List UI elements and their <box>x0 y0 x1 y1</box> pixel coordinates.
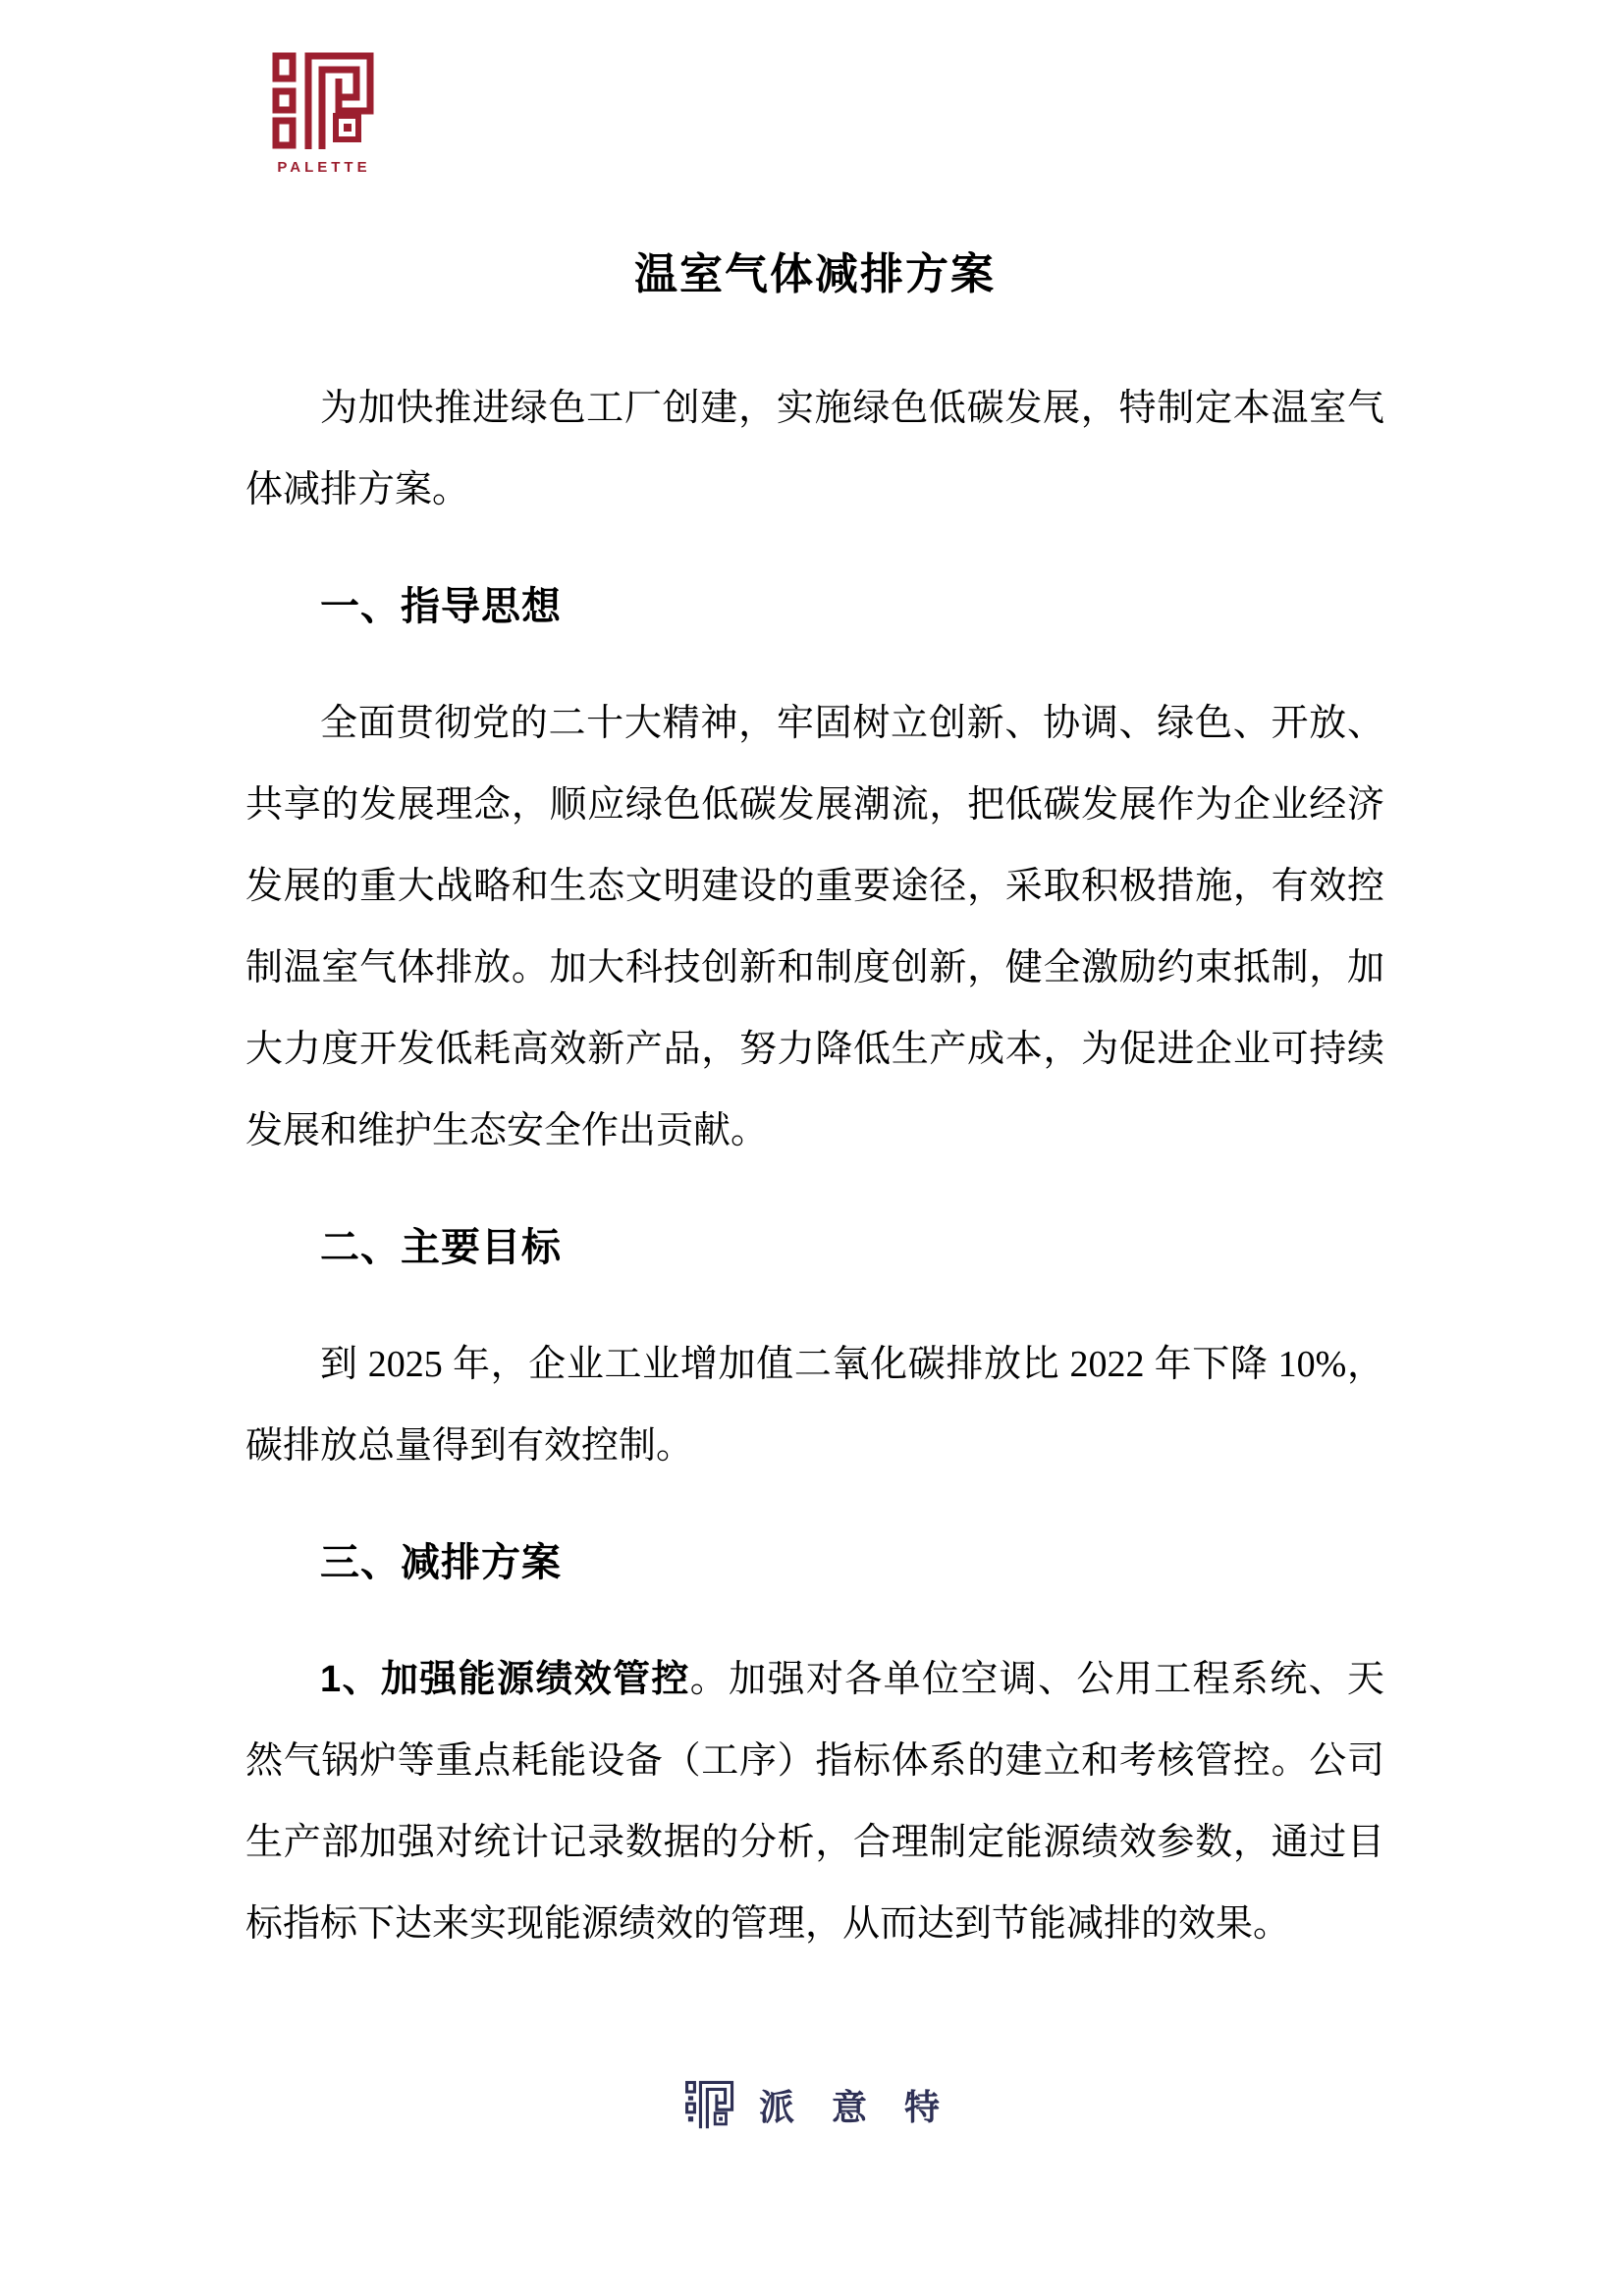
plan-item-1-body: 。加强对各单位空调、公用工程系统、天然气锅炉等重点耗能设备（工序）指标体系的建立和考核管控。公司生产部加强对统计记录数据的分析，合理制定能源绩效参数，通过目标指标下达来实现能源绩效的管理，从而达到节能减排的效果。 <box>245 1659 1384 1945</box>
header-brand-text: PALETTE <box>277 159 371 176</box>
section-heading-guiding-thought: 一、指导思想 <box>320 585 562 628</box>
plan-item-1 <box>245 1639 1384 1965</box>
footer-brand-text: 派意特 <box>758 2086 977 2127</box>
document-content <box>245 0 1384 1965</box>
plan-item-1-lead: 1、加强能源绩效管控 <box>320 1659 690 1700</box>
intro-paragraph: 为加快推进绿色工厂创建，实施绿色低碳发展，特制定本温室气体减排方案。 <box>245 388 1384 510</box>
section-body-main-goals: 到 2025 年，企业工业增加值二氧化碳排放比 2022 年下降 10%，碳排放总量得到有效控制。 <box>245 1344 1384 1467</box>
section-heading-reduction-plan: 三、减排方案 <box>320 1541 562 1584</box>
page-title: 温室气体减排方案 <box>634 250 996 298</box>
section-body-guiding-thought: 全面贯彻党的二十大精神，牢固树立创新、协调、绿色、开放、共享的发展理念，顺应绿色低碳发展潮流，把低碳发展作为企业经济发展的重大战略和生态文明建设的重要途径，采取积极措施，有效控制温室气体排放。加大科技创新和制度创新，健全激励约束抵制，加大力度开发低耗高效新产品，努力降低生产成本，为促进企业可持续发展和维护生态安全作出贡献。 <box>245 703 1384 1151</box>
footer-brand-logo <box>0 2079 1624 2130</box>
section-heading-main-goals: 二、主要目标 <box>320 1226 562 1269</box>
paiyite-logo-icon <box>684 2079 735 2130</box>
